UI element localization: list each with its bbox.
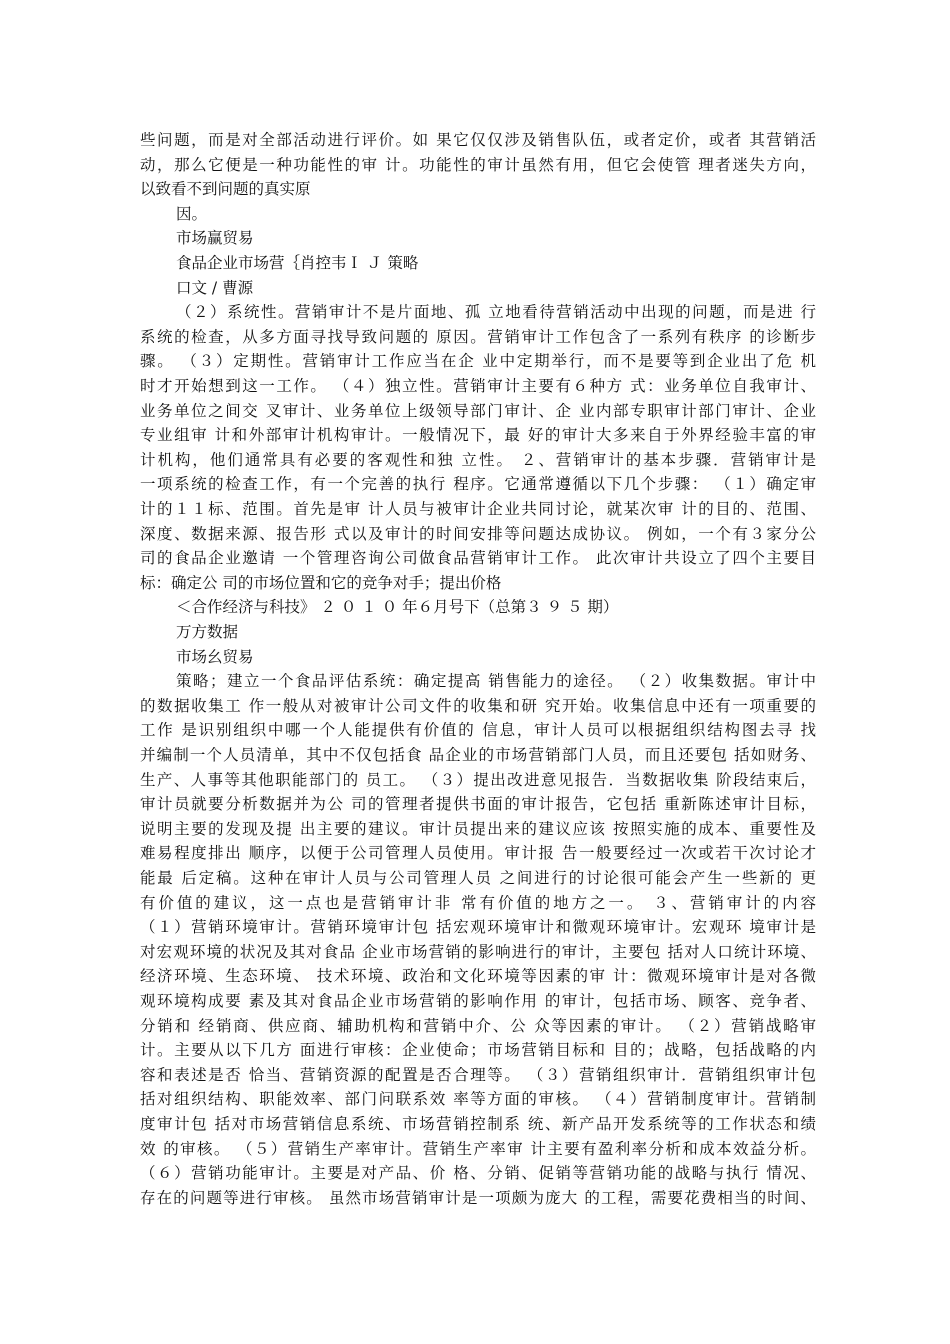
text-line: 有价值的建议，这一点也是营销审计非 常有价值的地方之一。 ３、营销审计的内容 [140, 893, 816, 912]
text-line: 些问题，而是对全部活动进行评价。如 果它仅仅涉及销售队伍，或者定价，或者 其营销活 [140, 131, 816, 149]
text-line: 效 的审核。 （５）营销生产率审计。营销生产率审 计主要有盈利率分析和成本效益分析。 [140, 1139, 816, 1158]
text-line: 计机构，他们通常具有必要的客观性和独 立性。 ２、营销审计的基本步骤．营销审计是 [140, 450, 816, 469]
text-line: 并编制一个人员清单，其中不仅包括食 品企业的市场营销部门人员，而且还要包 括如财务、 [140, 746, 816, 764]
text-line: 难易程度排出 顺序，以便于公司管理人员使用。审计报 告一般要经过一次或若干次讨论才 [140, 844, 816, 863]
text-line: （１）营销环境审计。营销环境审计包 括宏观环境审计和微观环境审计。宏观环 境审计是 [140, 918, 816, 937]
text-line: 因。 [176, 204, 208, 223]
text-line: （６）营销功能审计。主要是对产品、价 格、分销、促销等营销功能的战略与执行 情况、 [140, 1164, 816, 1183]
text-line: 以致看不到问题的真实原 [140, 180, 311, 199]
text-line: 一项系统的检查工作，有一个完善的执行 程序。它通常遵循以下几个步骤： （１）确定审 [140, 475, 816, 494]
text-line: 市场赢贸易 [176, 229, 254, 248]
text-line: 能最 后定稿。这种在审计人员与公司管理人员 之间进行的讨论很可能会产生一些新的 更 [140, 869, 816, 887]
text-line: 度审计包 括对市场营销信息系统、市场营销控制系 统、新产品开发系统等的工作状态和绩 [140, 1115, 816, 1133]
text-line: 时才开始想到这一工作。 （４）独立性。营销审计主要有６种方 式：业务单位自我审计、 [140, 377, 816, 395]
text-line: 审计员就要分析数据并为公 司的管理者提供书面的审计报告，它包括 重新陈述审计目标， [140, 795, 816, 814]
text-line: 对宏观环境的状况及其对食品 企业市场营销的影响进行的审计，主要包 括对人口统计环境、 [140, 942, 816, 961]
text-line: 策略；建立一个食品评估系统：确定提高 销售能力的途径。 （２）收集数据。审计中 [176, 672, 816, 691]
text-line: 计的１１标、范围。首先是审 计人员与被审计企业共同讨论，就某次审 计的目的、范围、 [140, 500, 816, 518]
text-line: （２）系统性。营销审计不是片面地、孤 立地看待营销活动中出现的问题，而是进 行 [176, 303, 816, 322]
text-line: 动，那么它便是一种功能性的审 计。功能性的审计虽然有用，但它会使管 理者迷失方向， [140, 155, 816, 174]
text-line: 工作 是识别组织中哪一个人能提供有价值的 信息，审计人员可以根据组织结构图去寻 找 [140, 721, 816, 740]
text-line: 生产、人事等其他职能部门的 员工。 （３）提出改进意见报告．当数据收集 阶段结束后， [140, 770, 816, 789]
text-line: 存在的问题等进行审核。 虽然市场营销审计是一项颇为庞大 的工程，需要花费相当的时间、 [140, 1188, 816, 1207]
text-line: 计。主要从以下几方 面进行审核：企业使命；市场营销目标和 目的；战略，包括战略的内 [140, 1041, 816, 1060]
text-line: 标：确定公 司的市场位置和它的竞争对手；提出价格 [140, 573, 502, 592]
text-line: 业务单位之间交 叉审计、业务单位上级领导部门审计、企 业内部专职审计部门审计、企业 [140, 401, 816, 420]
text-line: 深度、数据来源、报告形 式以及审计的时间安排等问题达成协议。 例如，一个有３家分公 [140, 524, 816, 543]
text-line: 括对组织结构、职能效率、部门问联系效 率等方面的审核。 （４）营销制度审计。营销制 [140, 1090, 816, 1109]
text-line: 口文 / 曹源 [176, 278, 254, 297]
text-line: 市场幺贸易 [176, 647, 254, 666]
text-line: 食品企业市场营｛肖控韦Ｉ Ｊ 策略 [176, 254, 419, 272]
text-line: 司的食品企业邀请 一个管理咨询公司做食品营销审计工作。 此次审计共设立了四个主要目 [140, 549, 816, 568]
text-line: 专业组审 计和外部审计机构审计。一般情况下，最 好的审计大多来自于外界经验丰富的审 [140, 426, 816, 445]
text-line: ＜合作经济与科技》 ２ ０ １ ０ 年６月号下（总第３ ９ ５ 期） [176, 598, 619, 617]
text-line: 容和表述是否 恰当、营销资源的配置是否合理等。 （３）营销组织审计．营销组织审计包 [140, 1065, 816, 1084]
text-line: 系统的检查，从多方面寻找导致问题的 原因。营销审计工作包含了一系列有秩序 的诊断步 [140, 327, 816, 346]
text-line: 分销和 经销商、供应商、辅助机构和营销中介、公 众等因素的审计。 （２）营销战略审 [140, 1016, 816, 1035]
text-line: 的数据收集工 作一般从对被审计公司文件的收集和研 究开始。收集信息中还有一项重要的 [140, 696, 816, 715]
text-line: 说明主要的发现及提 出主要的建议。审计员提出来的建议应该 按照实施的成本、重要性及 [140, 819, 816, 838]
text-line: 经济环境、生态环境、 技术环境、政治和文化环境等因素的审 计：微观环境审计是对各微 [140, 967, 816, 986]
text-line: 骤。 （３）定期性。营销审计工作应当在企 业中定期举行，而不是要等到企业出了危 机 [140, 352, 816, 371]
text-line: 万方数据 [176, 623, 239, 641]
text-line: 观环境构成要 素及其对食品企业市场营销的影响作用 的审计，包括市场、顾客、竞争者、 [140, 992, 816, 1010]
